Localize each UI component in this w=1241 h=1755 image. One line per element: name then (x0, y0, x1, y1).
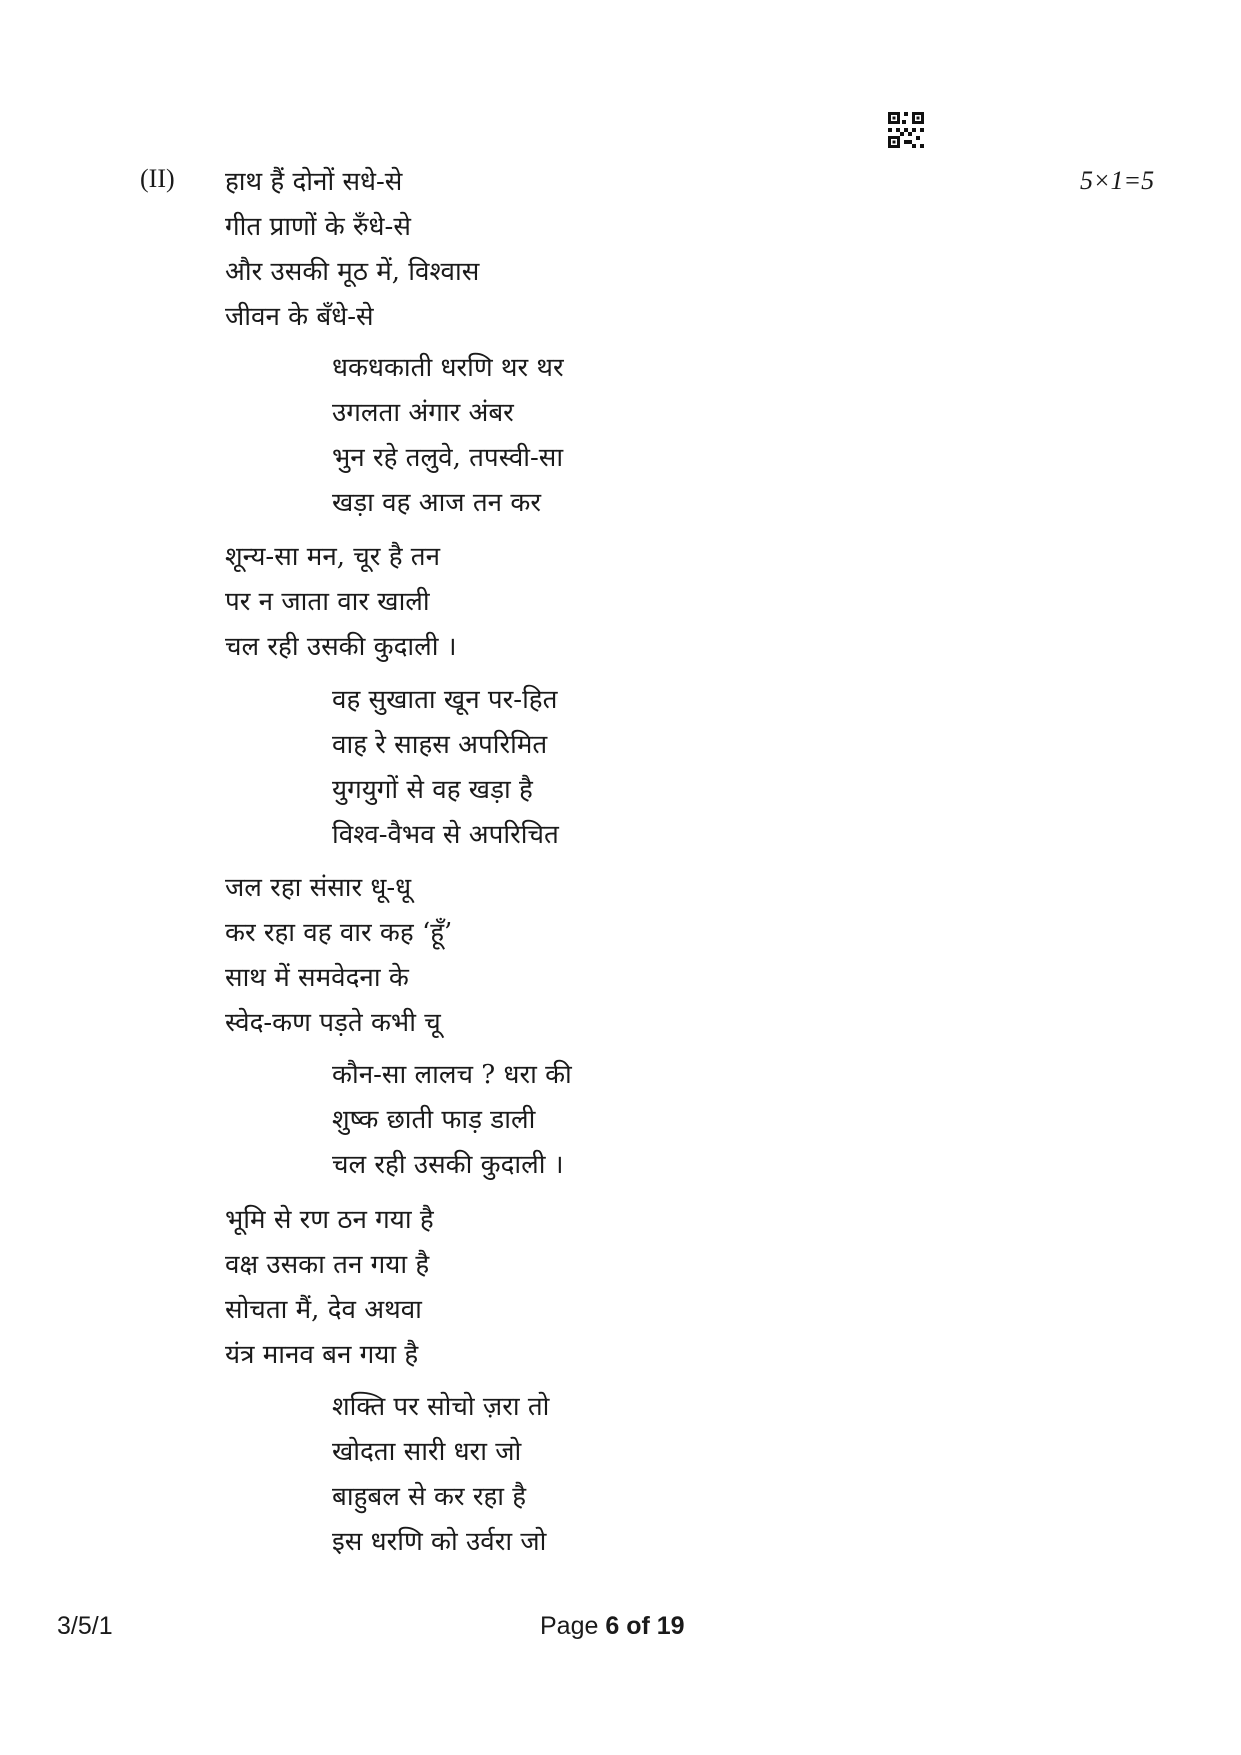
poem-line: शून्य-सा मन, चूर है तन (225, 542, 441, 572)
poem-stanza (332, 1385, 549, 1565)
poem-stanza (332, 678, 559, 858)
poem-line: वाह रे साहस अपरिमित (332, 730, 548, 760)
poem-line: जल रहा संसार धू-धू (225, 873, 412, 903)
poem-line: शक्ति पर सोचो ज़रा तो (332, 1392, 550, 1422)
poem-line: खोदता सारी धरा जो (332, 1437, 522, 1467)
poem-line: और उसकी मूठ में, विश्वास (225, 257, 480, 287)
page-of: of (626, 1612, 650, 1640)
page-prefix: Page (540, 1612, 599, 1640)
poem-line: कर रहा वह वार कह ‘हूँ’ (225, 918, 453, 948)
poem-line: भुन रहे तलुवे, तपस्वी-सा (332, 443, 564, 473)
poem-line: कौन-सा लालच ? धरा की (332, 1060, 572, 1090)
question-number: (II) (140, 164, 175, 193)
poem-line: वक्ष उसका तन गया है (225, 1250, 430, 1280)
poem-line: धकधकाती धरणि थर थर (332, 353, 564, 383)
poem-line: हाथ हैं दोनों सधे-से (225, 167, 403, 197)
poem-line: यंत्र मानव बन गया है (225, 1340, 419, 1370)
poem-line: स्वेद-कण पड़ते कभी चू (225, 1008, 441, 1038)
poem-stanza (225, 1198, 434, 1378)
poem-line: इस धरणि को उर्वरा जो (332, 1527, 547, 1557)
poem-line: खड़ा वह आज तन कर (332, 488, 541, 518)
poem-stanza (225, 866, 452, 1046)
paper-code: 3/5/1 (57, 1612, 113, 1640)
poem-stanza (225, 160, 479, 340)
page-number (540, 1612, 685, 1641)
poem-line: गीत प्राणों के रुँधे-से (225, 212, 411, 242)
poem-stanza (332, 1053, 572, 1188)
poem-line: पर न जाता वार खाली (225, 587, 430, 617)
qr-code-icon (888, 112, 924, 148)
poem-line: बाहुबल से कर रहा है (332, 1482, 527, 1512)
poem-line: चल रही उसकी कुदाली । (225, 632, 457, 662)
poem-line: जीवन के बँधे-से (225, 302, 374, 332)
poem-line: वह सुखाता खून पर-हित (332, 685, 558, 715)
question-marks: 5×1=5 (1080, 166, 1155, 195)
poem-line: साथ में समवेदना के (225, 963, 409, 993)
poem-stanza (332, 346, 564, 526)
page-current: 6 (605, 1612, 620, 1640)
poem-stanza (225, 535, 457, 670)
poem-line: विश्व-वैभव से अपरिचित (332, 820, 559, 850)
poem-line: उगलता अंगार अंबर (332, 398, 514, 428)
poem-line: चल रही उसकी कुदाली । (332, 1150, 564, 1180)
page-total: 19 (656, 1612, 685, 1640)
poem-line: सोचता मैं, देव अथवा (225, 1295, 422, 1325)
poem-line: भूमि से रण ठन गया है (225, 1205, 434, 1235)
poem-line: युगयुगों से वह खड़ा है (332, 775, 533, 805)
poem-line: शुष्क छाती फाड़ डाली (332, 1105, 536, 1135)
